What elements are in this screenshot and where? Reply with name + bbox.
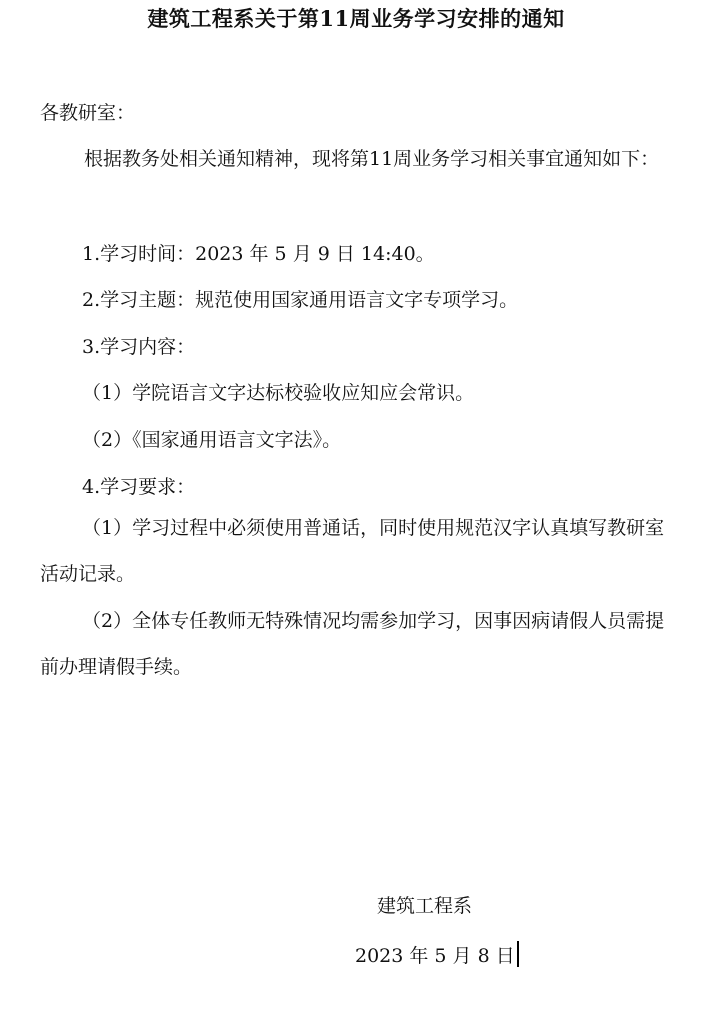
- intro-paragraph: 根据教务处相关通知精神，现将第11周业务学习相关事宜通知如下：: [84, 148, 660, 170]
- signature-date-line[interactable]: [355, 941, 519, 970]
- content-sub-item-2: （2）《国家通用语言文字法》。: [82, 429, 342, 451]
- item-study-topic: 2.学习主题：规范使用国家通用语言文字专项学习。: [82, 289, 519, 311]
- content-sub-item-1: （1）学院语言文字达标校验收应知应会常识。: [82, 382, 475, 404]
- salutation: 各教研室：: [40, 102, 136, 124]
- item-study-content: 3.学习内容：: [82, 336, 196, 358]
- requirement-sub-item-2: （2）全体专任教师无特殊情况均需参加学习，因事因病请假人员需提前办理请假手续。: [40, 610, 665, 678]
- requirement-sub-item-1: （1）学习过程中必须使用普通话，同时使用规范汉字认真填写教研室活动记录。: [40, 517, 665, 585]
- item-study-requirements: 4.学习要求：: [82, 476, 196, 498]
- signature-organization: 建筑工程系: [377, 895, 473, 917]
- text-cursor: [517, 941, 519, 967]
- item-study-time: 1.学习时间：2023 年 5 月 9 日 14:40。: [82, 243, 435, 265]
- document-title: 建筑工程系关于第11周业务学习安排的通知: [147, 6, 565, 31]
- signature-date: 2023 年 5 月 8 日: [355, 945, 515, 967]
